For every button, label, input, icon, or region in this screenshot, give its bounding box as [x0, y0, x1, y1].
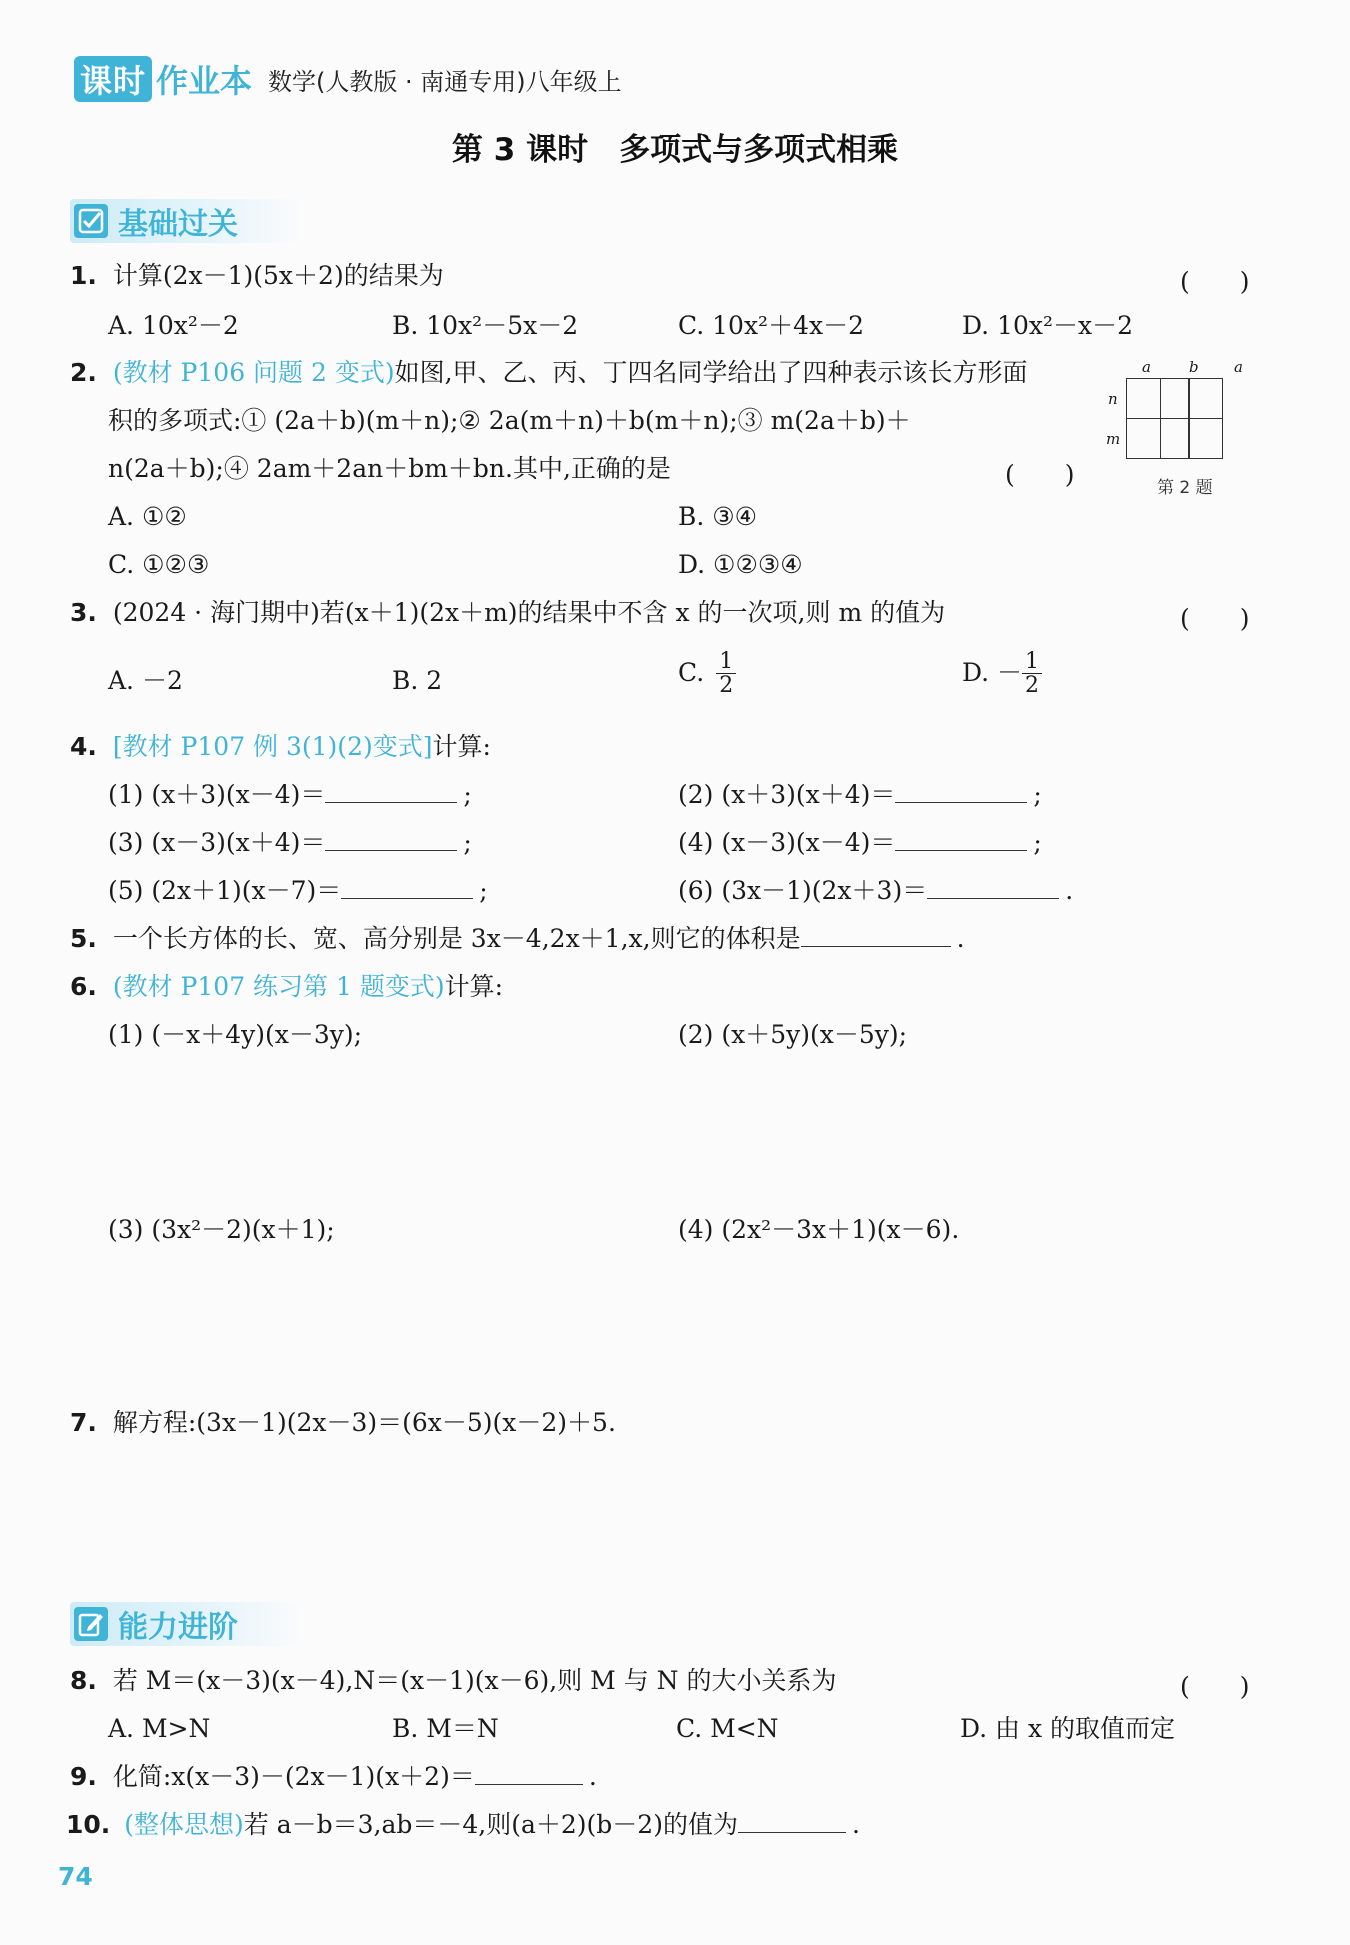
- q3-c-denominator: 2: [719, 673, 734, 699]
- header: [74, 56, 622, 102]
- figure-cell: [1126, 418, 1161, 459]
- q3-stem: [70, 597, 945, 630]
- q6-text: 计算:: [444, 972, 504, 1001]
- q8-stem: [70, 1665, 836, 1698]
- q3-option-c-label: C.: [678, 658, 705, 688]
- figure-cell: [1188, 378, 1223, 419]
- q2-text-line3: n(2a＋b);④ 2am＋2an＋bm＋bn.其中,正确的是: [108, 454, 671, 483]
- q4-item-2-end: ;: [1033, 780, 1042, 809]
- q10-end: .: [851, 1810, 860, 1839]
- q8-text: 若 M＝(x－3)(x－4),N＝(x－1)(x－6),则 M 与 N 的大小关系为: [112, 1666, 837, 1695]
- q3-option-b[interactable]: B. 2: [392, 666, 443, 695]
- q2-text-line1: 如图,甲、乙、丙、丁四名同学给出了四种表示该长方形面: [394, 358, 1028, 387]
- figure-label-n: n: [1108, 390, 1118, 408]
- q4-item-3-end: ;: [463, 828, 472, 857]
- q2-stem-line1: [70, 357, 1028, 390]
- q10-stem: [66, 1809, 860, 1842]
- q10-number: 10.: [66, 1810, 111, 1839]
- q4-item-3-expr: (3) (x－3)(x＋4)＝: [108, 828, 326, 857]
- q3-c-numerator: 1: [716, 650, 736, 674]
- q4-item-4: [678, 827, 1042, 860]
- q4-item-2-expr: (2) (x＋3)(x＋4)＝: [678, 780, 896, 809]
- q4-item-5-blank[interactable]: [341, 876, 473, 899]
- q2-option-d[interactable]: D. ①②③④: [678, 550, 803, 579]
- q4-item-6: [678, 875, 1073, 908]
- figure-label-a1: a: [1142, 358, 1151, 376]
- logo-box: 课时: [74, 56, 152, 102]
- q6-number: 6.: [70, 972, 97, 1001]
- q10-text: 若 a－b＝3,ab＝－4,则(a＋2)(b－2)的值为: [243, 1810, 738, 1839]
- q6-item-4: (4) (2x²－3x＋1)(x－6).: [678, 1215, 960, 1244]
- q6-item-3: (3) (3x²－2)(x＋1);: [108, 1215, 335, 1244]
- q8-option-b[interactable]: B. M＝N: [392, 1714, 499, 1743]
- q1-option-b[interactable]: B. 10x²－5x－2: [392, 311, 579, 340]
- q8-option-d[interactable]: D. 由 x 的取值而定: [960, 1714, 1176, 1743]
- q4-item-1-expr: (1) (x＋3)(x－4)＝: [108, 780, 326, 809]
- q2-answer-paren[interactable]: ( ): [1005, 460, 1075, 489]
- q2-option-b[interactable]: B. ③④: [678, 502, 758, 531]
- section-basic: [70, 199, 304, 243]
- q4-stem: [70, 731, 491, 764]
- q4-source: [教材 P107 例 3(1)(2)变式]: [112, 732, 433, 761]
- q5-text: 一个长方体的长、宽、高分别是 3x－4,2x＋1,x,则它的体积是: [112, 924, 801, 953]
- page-number: 74: [58, 1862, 93, 1891]
- q4-item-4-blank[interactable]: [895, 828, 1027, 851]
- section-advanced: [70, 1602, 304, 1646]
- figure-cell: [1188, 418, 1223, 459]
- checkbox-icon: [74, 204, 108, 238]
- q1-number: 1.: [70, 261, 97, 290]
- figure-label-m: m: [1106, 430, 1121, 448]
- section-label-basic: 基础过关: [118, 207, 238, 242]
- q4-item-2: [678, 779, 1042, 812]
- page-title: 第 3 课时 多项式与多项式相乘: [451, 132, 899, 168]
- q4-item-3-blank[interactable]: [325, 828, 457, 851]
- q3-option-d-fraction: [1022, 650, 1042, 697]
- q9-blank[interactable]: [475, 1762, 583, 1785]
- figure-label-b: b: [1189, 358, 1199, 376]
- q2-option-c[interactable]: C. ①②③: [108, 550, 210, 579]
- q6-item-2: (2) (x＋5y)(x－5y);: [678, 1020, 908, 1049]
- pencil-icon: [74, 1607, 108, 1641]
- q4-text: 计算:: [432, 732, 491, 761]
- q2-figure: [1126, 378, 1222, 460]
- q10-source: (整体思想): [124, 1810, 244, 1839]
- q4-item-1-end: ;: [463, 780, 472, 809]
- q6-stem: [70, 971, 503, 1004]
- q3-text: (2024 · 海门期中)若(x＋1)(2x＋m)的结果中不含 x 的一次项,则 m 的值为: [112, 598, 946, 627]
- q4-item-1: [108, 779, 472, 812]
- q4-item-6-end: .: [1065, 876, 1074, 905]
- q4-item-5-end: ;: [479, 876, 488, 905]
- q3-d-numerator: 1: [1022, 650, 1042, 674]
- q1-option-a[interactable]: A. 10x²－2: [108, 311, 239, 340]
- q4-item-3: [108, 827, 472, 860]
- q2-source: (教材 P106 问题 2 变式): [112, 358, 395, 387]
- q2-text-line2: 积的多项式:① (2a＋b)(m＋n);② 2a(m＋n)＋b(m＋n);③ m(2a＋b)＋: [108, 406, 911, 435]
- q1-stem: [70, 260, 444, 293]
- q1-option-d[interactable]: D. 10x²－x－2: [962, 311, 1133, 340]
- q4-item-6-expr: (6) (3x－1)(2x＋3)＝: [678, 876, 928, 905]
- q3-option-c-fraction: [716, 650, 736, 697]
- q3-d-denominator: 2: [1025, 673, 1040, 699]
- q3-answer-paren[interactable]: ( ): [1180, 604, 1250, 633]
- q6-item-1: (1) (－x＋4y)(x－3y);: [108, 1020, 363, 1049]
- q4-number: 4.: [70, 732, 97, 761]
- q3-option-a[interactable]: A. －2: [108, 666, 183, 695]
- q4-item-5: [108, 875, 488, 908]
- figure-label-a2: a: [1234, 358, 1243, 376]
- q3-number: 3.: [70, 598, 97, 627]
- q4-item-1-blank[interactable]: [325, 780, 457, 803]
- q1-option-c[interactable]: C. 10x²＋4x－2: [678, 311, 864, 340]
- q3-option-d[interactable]: [962, 650, 1042, 697]
- figure-cell: [1160, 418, 1190, 459]
- section-label-advanced: 能力进阶: [118, 1610, 238, 1645]
- q8-option-c[interactable]: C. M<N: [676, 1714, 779, 1743]
- q7-text: 解方程:(3x－1)(2x－3)＝(6x－5)(x－2)＋5.: [112, 1408, 616, 1437]
- q8-answer-paren[interactable]: ( ): [1180, 1672, 1250, 1701]
- q6-source: (教材 P107 练习第 1 题变式): [112, 972, 445, 1001]
- q3-option-c[interactable]: [678, 650, 736, 697]
- q4-item-4-expr: (4) (x－3)(x－4)＝: [678, 828, 896, 857]
- q9-end: .: [588, 1762, 597, 1791]
- header-subject: 数学(人教版 · 南通专用)八年级上: [268, 67, 622, 96]
- q9-number: 9.: [70, 1762, 97, 1791]
- figure-cell: [1126, 378, 1161, 419]
- q5-stem: [70, 923, 965, 956]
- q4-item-6-blank[interactable]: [927, 876, 1059, 899]
- q5-number: 5.: [70, 924, 97, 953]
- q9-text: 化简:x(x－3)－(2x－1)(x＋2)＝: [112, 1762, 475, 1791]
- figure-caption: 第 2 题: [1157, 478, 1213, 498]
- q8-number: 8.: [70, 1666, 97, 1695]
- q3-option-d-label: D. －: [962, 658, 1023, 688]
- q2-number: 2.: [70, 358, 97, 387]
- q8-option-a[interactable]: A. M>N: [108, 1714, 211, 1743]
- q1-text: 计算(2x－1)(5x＋2)的结果为: [112, 261, 444, 290]
- q10-blank[interactable]: [738, 1810, 846, 1833]
- q5-blank[interactable]: [801, 924, 951, 947]
- q2-option-a[interactable]: A. ①②: [108, 502, 187, 531]
- q4-item-5-expr: (5) (2x＋1)(x－7)＝: [108, 876, 342, 905]
- q4-item-4-end: ;: [1033, 828, 1042, 857]
- figure-cell: [1160, 378, 1190, 419]
- q7-stem: [70, 1407, 616, 1440]
- q9-stem: [70, 1761, 597, 1794]
- q4-item-2-blank[interactable]: [895, 780, 1027, 803]
- q7-number: 7.: [70, 1408, 97, 1437]
- logo-text: 作业本: [156, 62, 253, 100]
- q5-end: .: [956, 924, 965, 953]
- q1-answer-paren[interactable]: ( ): [1180, 267, 1250, 296]
